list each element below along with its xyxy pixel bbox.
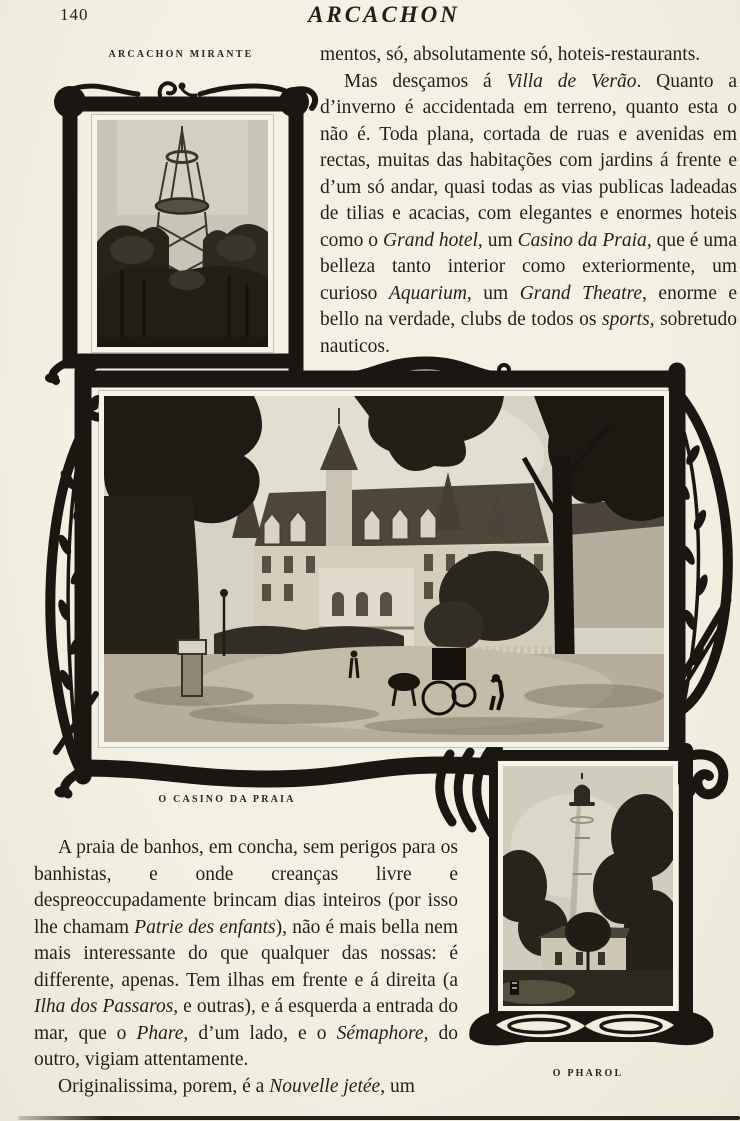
text-run: Mas desçamos á xyxy=(344,70,507,92)
italic-text-run: Aquarium xyxy=(388,282,467,304)
italic-text-run: Sémaphore xyxy=(336,1022,424,1044)
page-bottom-scan-line xyxy=(18,1116,740,1120)
paragraph xyxy=(320,42,737,69)
caption-arcachon-mirante: ARCACHON MIRANTE xyxy=(108,49,254,60)
italic-text-run: Villa de Verão xyxy=(506,70,637,92)
paragraph xyxy=(34,835,458,1074)
paragraph xyxy=(320,69,737,361)
photo-o-pharol xyxy=(498,761,678,1011)
text-run: ), não é mais bella nem mais interessante do que qualquer das nossas: é differente, apenas. Tem ilhas em frente e á direita (a xyxy=(34,916,459,991)
paragraph xyxy=(34,1074,458,1101)
text-run: Originalissima, porem, é a xyxy=(58,1075,270,1097)
text-run: , um xyxy=(380,1075,415,1097)
page-title: ARCACHON xyxy=(308,2,460,27)
text-run: , d’um lado, e o xyxy=(183,1022,337,1044)
text-run: A praia de banhos, em concha, sem perigos para os banhistas, e onde creanças livre e despreoccupadamente brincam dias inteiros (por isso lhe chamam xyxy=(34,837,458,938)
caption-o-pharol: O PHAROL xyxy=(552,1068,624,1079)
caption-casino-da-praia: O CASINO DA PRAIA xyxy=(158,794,296,805)
italic-text-run: Grand hotel xyxy=(383,229,478,251)
italic-text-run: Phare xyxy=(136,1022,184,1044)
text-run: , enorme e bello na verdade, clubs de todos os xyxy=(320,282,738,330)
text-run: , e outras), e á esquerda a entrada do mar, que o xyxy=(34,996,458,1044)
italic-text-run: Casino da Praia xyxy=(517,229,647,251)
italic-text-run: sports, xyxy=(601,309,655,330)
text-run: , um xyxy=(466,282,520,304)
text-run: . Quanto a d’inverno é accidentada em terreno, quanto esta o não é. Toda plana, cortada de ruas e avenidas em rectas, muitas das habitações com jardins á frente e d’um só andar, quasi todas as vias publicas ladeadas de tilias e acacias, com elegantes e enormes hoteis como o xyxy=(320,70,737,251)
text-column-bottom-left xyxy=(34,835,458,1100)
text-run: , do outro, vigiam attentamente. xyxy=(34,1022,459,1070)
italic-text-run: Grand Theatre xyxy=(519,282,643,304)
photo-casino-da-praia xyxy=(99,391,669,747)
italic-text-run: Patrie des enfants xyxy=(134,916,276,938)
photo-arcachon-mirante xyxy=(92,115,273,352)
text-run: , um xyxy=(477,229,518,251)
page-number: 140 xyxy=(60,5,89,24)
italic-text-run: Nouvelle jetée xyxy=(269,1075,381,1097)
text-column-right xyxy=(320,42,737,360)
text-run: mentos, só, absolutamente só, hoteis-restaurants. xyxy=(320,44,701,65)
text-run: , que é uma belleza tanto interior como exteriormente, um curioso xyxy=(320,229,737,304)
text-run: sobretudo nauticos. xyxy=(320,309,738,357)
italic-text-run: Ilha dos Passaros xyxy=(34,996,174,1017)
